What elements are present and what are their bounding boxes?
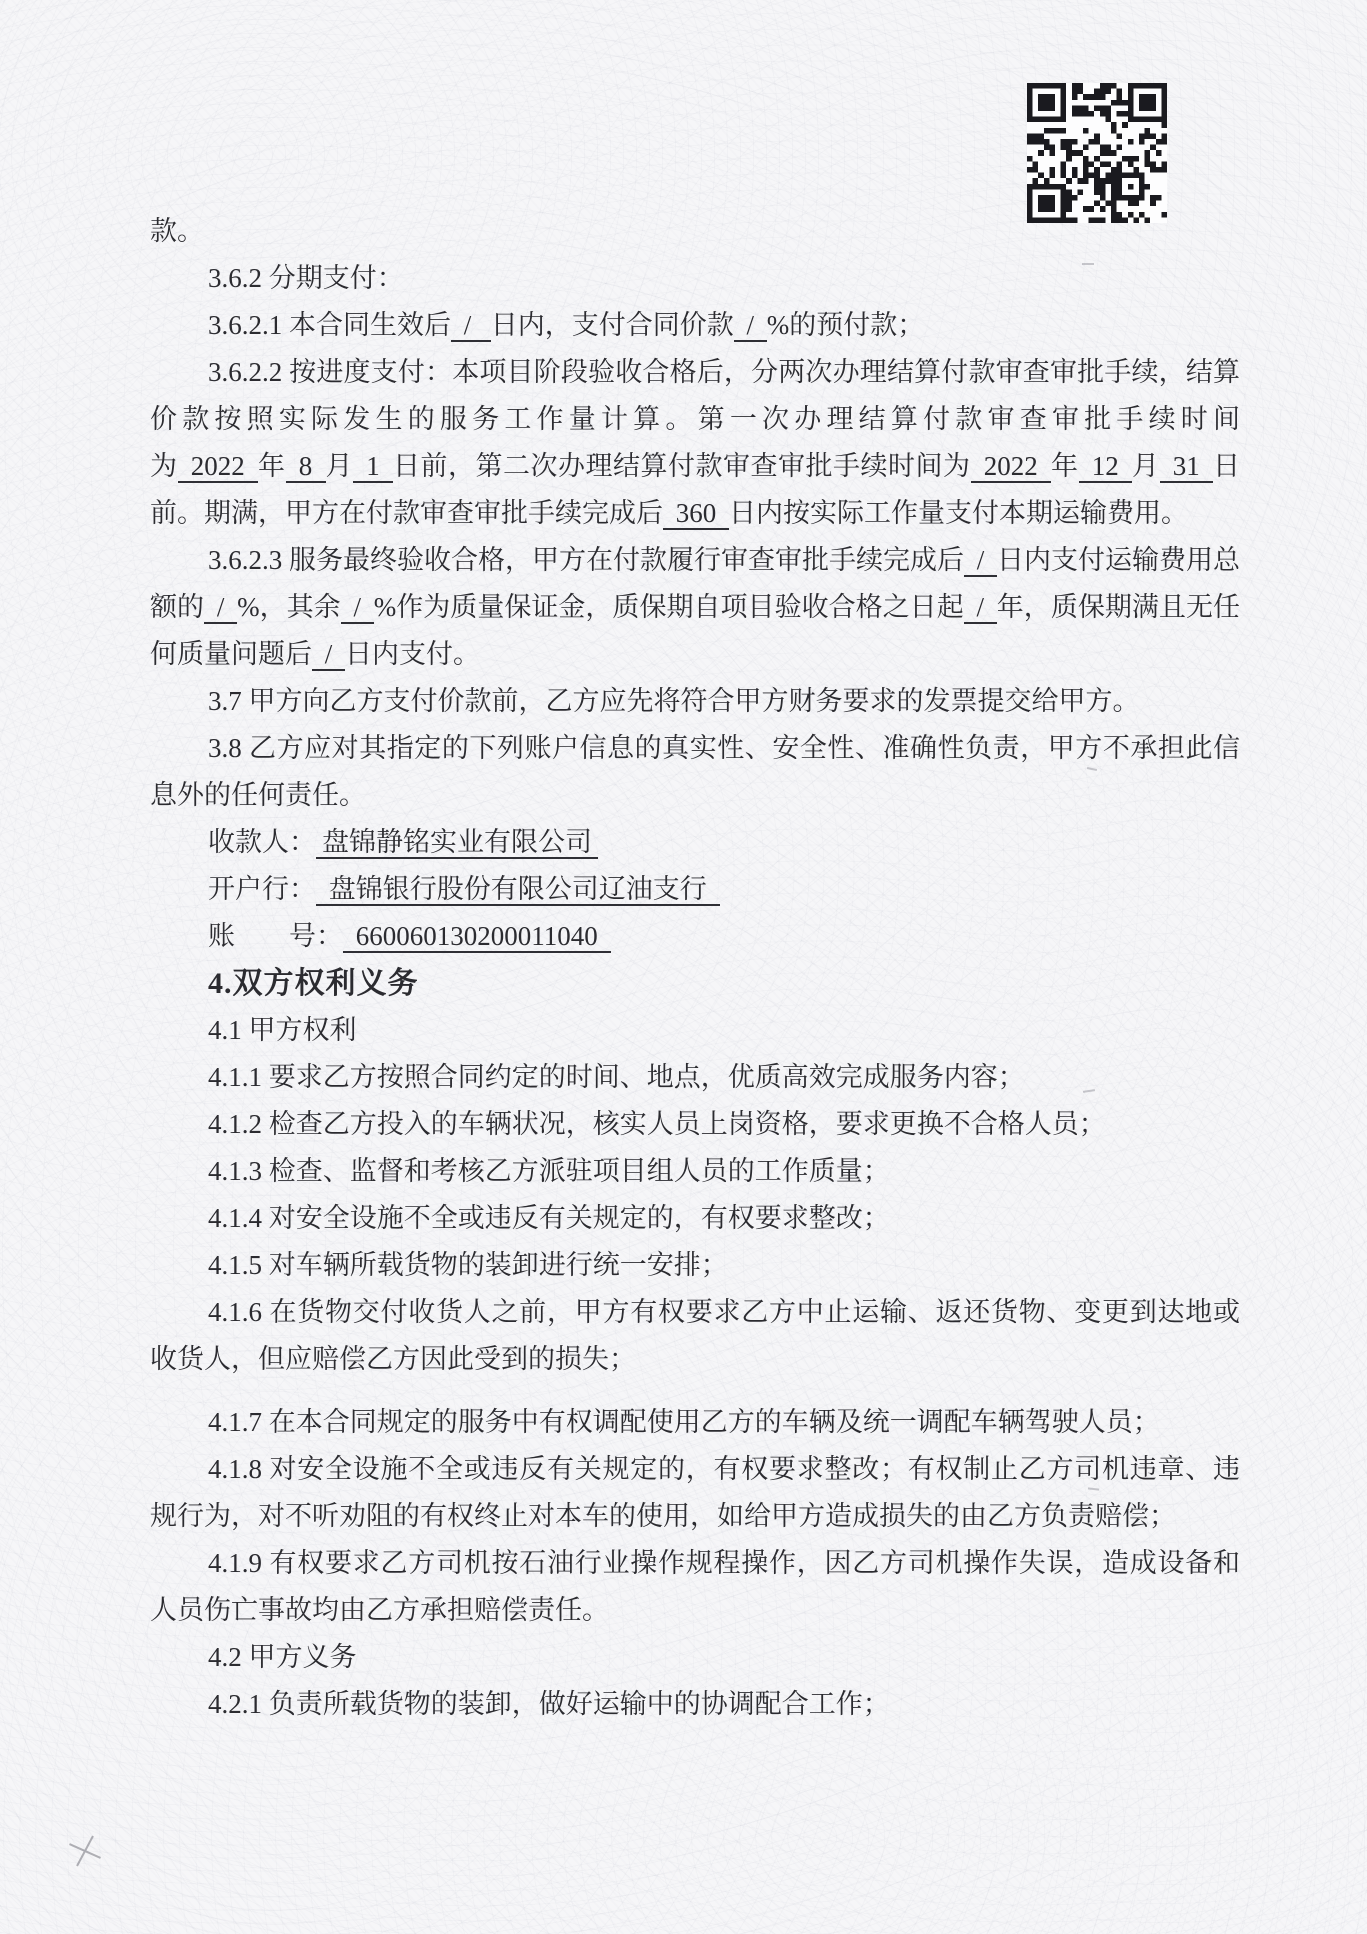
- text-run: 年，质保期满且无任何质量问题后: [150, 592, 1240, 669]
- blank-underline: /: [204, 592, 237, 624]
- clause-4-1-1: [150, 1054, 1240, 1101]
- text-run: 3.6.2 分期支付：: [208, 263, 404, 293]
- payee-line: [150, 819, 1240, 866]
- clause-3-6-2-1: [150, 302, 1240, 349]
- clause-3-7: [150, 678, 1240, 725]
- clause-4-1-8: [150, 1446, 1240, 1540]
- blank-underline: 360: [663, 498, 729, 530]
- blank-underline: /: [734, 310, 767, 342]
- clause-3-8: [150, 725, 1240, 819]
- text-run: 年: [1051, 451, 1079, 481]
- text-run: 年: [258, 451, 286, 481]
- text-run: 4.1.6 在货物交付收货人之前，甲方有权要求乙方中止运输、返还货物、变更到达地或收货人，但应赔偿乙方因此受到的损失；: [150, 1297, 1240, 1374]
- blank-underline: 8: [286, 451, 326, 483]
- text-run: 4.1.3 检查、监督和考核乙方派驻项目组人员的工作质量；: [208, 1156, 890, 1186]
- text-run: 3.7 甲方向乙方支付价款前，乙方应先将符合甲方财务要求的发票提交给甲方。: [208, 686, 1140, 716]
- text-run: 日内按实际工作量支付本期运输费用。: [729, 498, 1188, 528]
- clause-4-1-5: [150, 1242, 1240, 1289]
- text-run: 4.1 甲方权利: [208, 1015, 357, 1045]
- clause-4-2: [150, 1634, 1240, 1681]
- text-run: 3.6.2.1 本合同生效后: [208, 310, 451, 340]
- text-run: 4.1.9 有权要求乙方司机按石油行业操作规程操作，因乙方司机操作失误，造成设备和人员伤亡事故均由乙方承担赔偿责任。: [150, 1548, 1240, 1625]
- blank-underline: 31: [1160, 451, 1214, 483]
- blank-underline: /: [964, 592, 997, 624]
- clause-4-1-6: [150, 1289, 1240, 1383]
- text-run: 4.1.4 对安全设施不全或违反有关规定的，有权要求整改；: [208, 1203, 890, 1233]
- blank-underline: 盘锦银行股份有限公司辽油支行: [316, 874, 720, 906]
- clause-4-1-9: [150, 1540, 1240, 1634]
- text-run: 开户行：: [208, 874, 316, 904]
- clause-3-6-2: [150, 255, 1240, 302]
- clause-4-2-1: [150, 1681, 1240, 1728]
- text-run: 4.1.2 检查乙方投入的车辆状况，核实人员上岗资格，要求更换不合格人员；: [208, 1109, 1106, 1139]
- blank-underline: 660060130200011040: [343, 921, 611, 953]
- text-run: 日前，第二次办理结算付款审查审批手续时间为: [393, 451, 971, 481]
- pencil-mark: [68, 1838, 102, 1864]
- section-4-heading: [150, 960, 1240, 1007]
- blank-underline: 12: [1079, 451, 1133, 483]
- text-run: 日内支付。: [345, 639, 481, 669]
- clause-4-1-4: [150, 1195, 1240, 1242]
- blank-underline: /: [451, 310, 491, 342]
- text-run: 账 号：: [208, 921, 343, 951]
- text-run: 日内支付运输费用总额的: [150, 545, 1241, 622]
- text-run: 日内，支付合同价款: [490, 310, 734, 340]
- text-run: 3.8 乙方应对其指定的下列账户信息的真实性、安全性、准确性负责，甲方不承担此信息外的任何责任。: [150, 733, 1240, 810]
- scan-artifact: [1082, 263, 1094, 265]
- blank-underline: 1: [353, 451, 393, 483]
- text-run: 收款人：: [208, 827, 316, 857]
- text-run: %，其余: [237, 592, 341, 622]
- blank-underline: 盘锦静铭实业有限公司: [316, 827, 598, 859]
- text-run: 3.6.2.3 服务最终验收合格，甲方在付款履行审查审批手续完成后: [208, 545, 964, 575]
- clause-4-1-3: [150, 1148, 1240, 1195]
- qr-code-icon: [1027, 83, 1167, 223]
- blank-underline: 2022: [971, 451, 1052, 483]
- clause-3-6-1-continuation: [150, 208, 1240, 255]
- text-run: 月: [1132, 451, 1160, 481]
- blank-underline: /: [964, 545, 997, 577]
- contract-body: [150, 208, 1240, 1728]
- clause-4-1-2: [150, 1101, 1240, 1148]
- blank-underline: 2022: [178, 451, 259, 483]
- text-run: 4.1.7 在本合同规定的服务中有权调配使用乙方的车辆及统一调配车辆驾驶人员；: [208, 1407, 1160, 1437]
- text-run: %的预付款；: [766, 310, 925, 340]
- clause-3-6-2-2: [150, 349, 1240, 537]
- clause-3-6-2-3: [150, 537, 1240, 678]
- text-run: 4.2.1 负责所载货物的装卸，做好运输中的协调配合工作；: [208, 1689, 890, 1719]
- text-run: 款。: [150, 216, 204, 246]
- clause-4-1-7: [150, 1399, 1240, 1446]
- text-run: 4.1.5 对车辆所载货物的装卸进行统一安排；: [208, 1250, 728, 1280]
- text-run: 3.6.2.2 按进度支付：本项目阶段验收合格后，分两次办理结算付款审查审批手续，结算价款按照实际发生的服务工作量计算。第一次办理结算付款审查审批手续时间为: [150, 357, 1240, 481]
- blank-underline: /: [341, 592, 374, 624]
- account-number-line: [150, 913, 1240, 960]
- text-run: 4.1.8 对安全设施不全或违反有关规定的，有权要求整改；有权制止乙方司机违章、违规行为，对不听劝阻的有权终止对本车的使用，如给甲方造成损失的由乙方负责赔偿；: [150, 1454, 1240, 1531]
- text-run: 4.双方权利义务: [208, 967, 419, 1000]
- text-run: 月: [325, 451, 353, 481]
- text-run: 4.1.1 要求乙方按照合同约定的时间、地点，优质高效完成服务内容；: [208, 1062, 1025, 1092]
- blank-underline: /: [312, 639, 345, 671]
- text-run: 日前。期满，甲方在付款审查审批手续完成后: [150, 451, 1240, 528]
- clause-4-1: [150, 1007, 1240, 1054]
- text-run: %作为质量保证金，质保期自项目验收合格之日起: [373, 592, 964, 622]
- text-run: 4.2 甲方义务: [208, 1642, 357, 1672]
- bank-line: [150, 866, 1240, 913]
